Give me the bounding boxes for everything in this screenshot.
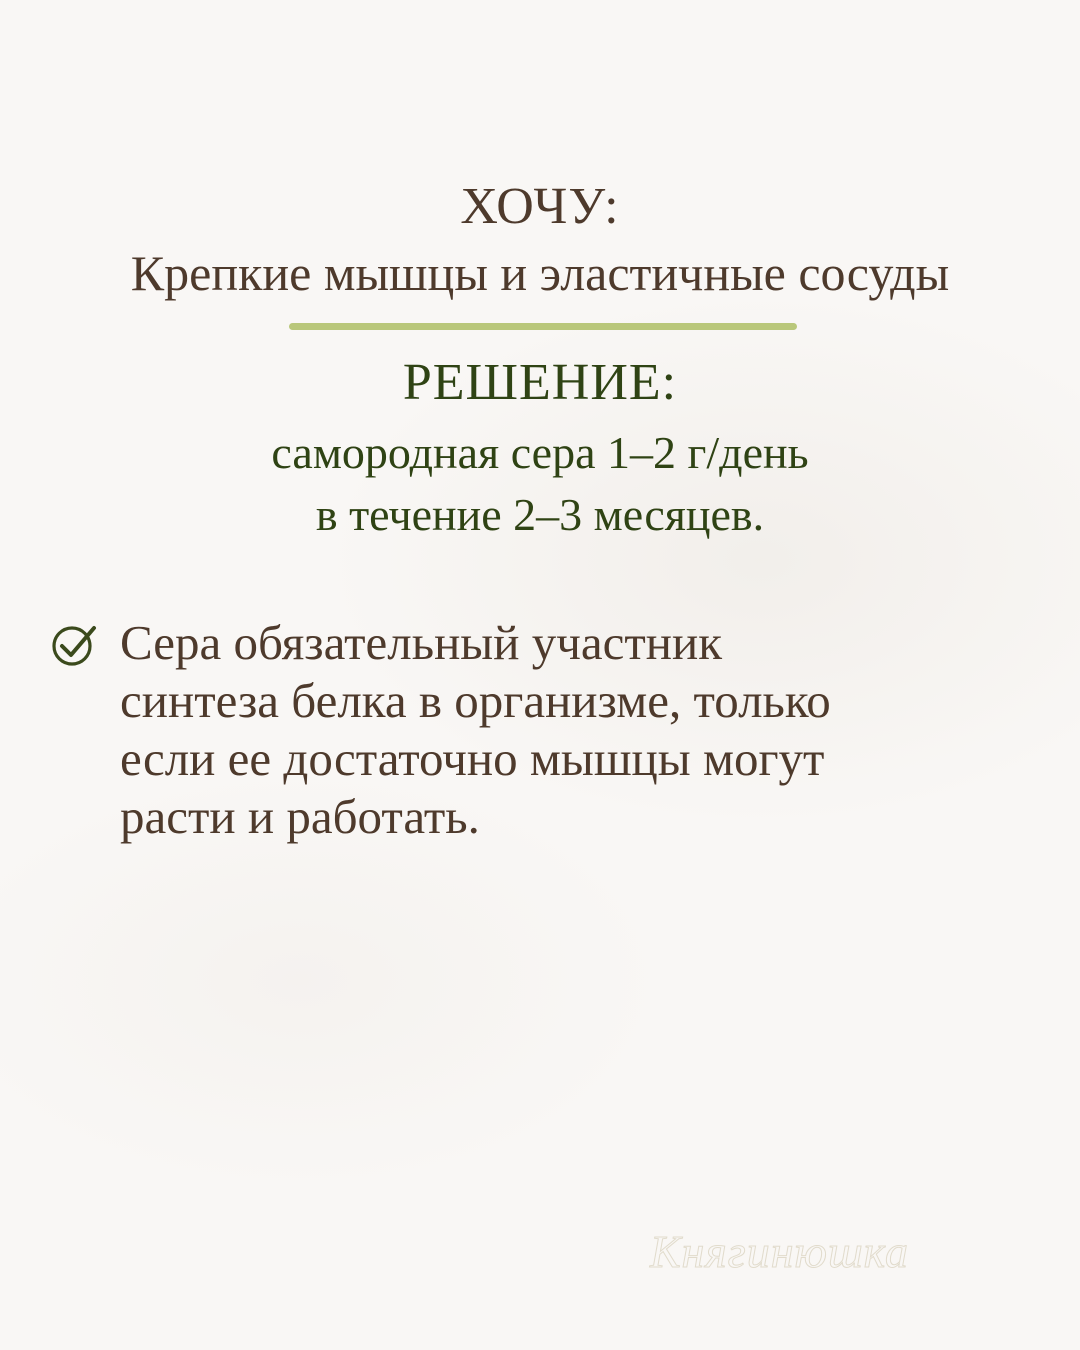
divider [289, 323, 797, 330]
want-heading: ХОЧУ: [460, 178, 620, 235]
solution-line: в течение 2–3 месяцев. [315, 489, 765, 540]
bullet-line: синтеза белка в организме, только [120, 673, 831, 728]
solution-heading: РЕШЕНИЕ: [402, 354, 678, 411]
check-circle-icon [50, 620, 100, 670]
solution-line: самородная сера 1–2 г/день [271, 427, 809, 478]
brand-watermark: Княгинюшка [650, 1226, 910, 1277]
want-text: Крепкие мышцы и эластичные сосуды [130, 245, 950, 301]
bullet-line: если ее достаточно мышцы могут [120, 731, 825, 786]
bullet-line: расти и работать. [120, 789, 480, 844]
bullet-line: Сера обязательный участник [120, 615, 722, 670]
bullet-text [120, 614, 1000, 846]
